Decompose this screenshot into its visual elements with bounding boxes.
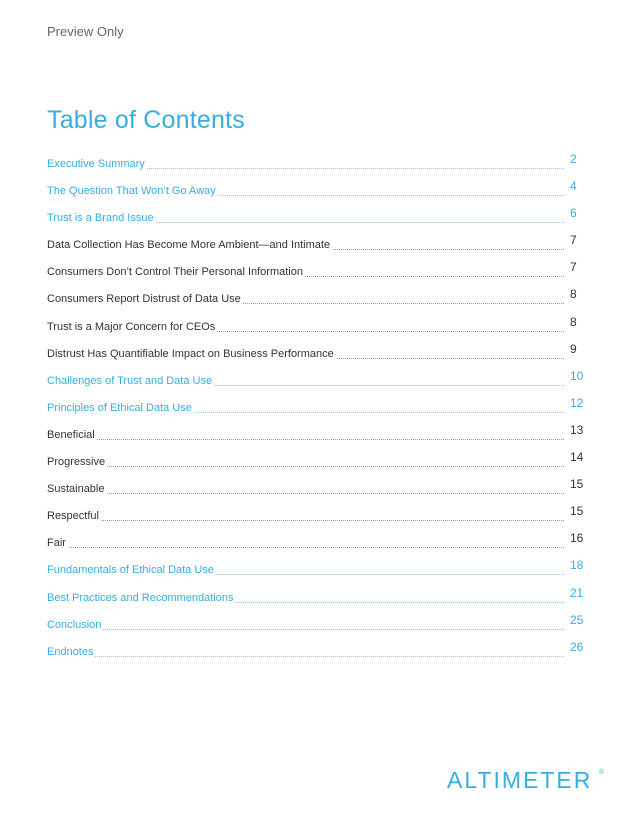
toc-item-label: Trust is a Major Concern for CEOs [47,320,216,333]
toc-item[interactable] [47,477,587,504]
toc-item-label: Executive Summary [47,158,145,170]
toc-item-label: Fair [47,537,66,550]
toc-item[interactable] [47,586,587,613]
toc-item-label: The Question That Won’t Go Away [47,185,216,198]
toc-item[interactable] [47,315,587,342]
leader-dots [47,520,564,521]
toc-item[interactable] [47,450,587,477]
leader-dots [47,439,564,440]
leader-dots [47,547,564,548]
toc-item[interactable] [47,179,587,206]
toc-item-label: Progressive [47,456,106,469]
page-title: Table of Contents [47,106,245,134]
logo-registered-mark: ® [599,769,605,776]
toc-item[interactable] [47,287,587,314]
toc-item-page: 6 [570,206,577,221]
toc-item-page: 12 [570,395,584,410]
toc-item[interactable] [47,260,587,287]
preview-label: Preview Only [47,24,124,39]
altimeter-logo-icon [447,766,607,792]
toc-item-page: 14 [570,450,584,465]
toc-item[interactable] [47,558,587,585]
toc-item-label: Sustainable [47,483,105,496]
toc-item-page: 7 [570,233,577,248]
toc-item-label: Distrust Has Quantifiable Impact on Business Performance [47,347,334,360]
toc-item[interactable] [47,206,587,233]
toc-item[interactable] [47,369,587,396]
leader-dots [47,656,564,657]
toc-item[interactable] [47,504,587,531]
toc-item-label: Data Collection Has Become More Ambient—and Intimate [47,239,331,252]
toc-item[interactable] [47,613,587,640]
toc-item-label: Principles of Ethical Data Use [47,401,192,414]
table-of-contents [47,152,587,667]
toc-item[interactable] [47,152,587,179]
toc-item-page: 13 [570,422,584,437]
toc-item[interactable] [47,640,587,667]
toc-item[interactable] [47,531,587,558]
leader-dots [47,466,564,467]
toc-item-label: Consumers Don’t Control Their Personal Information [47,266,303,279]
toc-item-label: Conclusion [47,618,102,631]
toc-item-page: 7 [570,260,577,275]
logo-text: ALTIMETER [447,767,593,792]
toc-item-page: 8 [570,287,577,302]
toc-item-page: 18 [570,558,584,573]
toc-item[interactable] [47,396,587,423]
toc-item-label: Endnotes [47,645,94,658]
toc-item[interactable] [47,423,587,450]
toc-item-label: Fundamentals of Ethical Data Use [47,564,214,577]
toc-item-page: 2 [570,152,577,166]
altimeter-logo [447,766,607,797]
toc-item-page: 26 [570,639,584,654]
leader-dots [47,493,564,494]
toc-item[interactable] [47,233,587,260]
toc-item-page: 15 [570,477,584,492]
toc-item-label: Trust is a Brand Issue [47,212,154,225]
toc-item-page: 4 [570,179,577,194]
toc-item-page: 9 [570,341,577,356]
toc-item[interactable] [47,342,587,369]
toc-item-page: 15 [570,504,584,519]
leader-dots [47,629,564,630]
toc-item-label: Challenges of Trust and Data Use [47,374,213,387]
toc-item-page: 25 [570,612,584,627]
toc-item-label: Beneficial [47,428,95,441]
toc-item-page: 16 [570,531,584,546]
toc-item-page: 10 [570,368,584,383]
toc-item-label: Respectful [47,510,99,523]
toc-item-label: Best Practices and Recommendations [47,591,234,604]
toc-item-page: 21 [570,585,584,600]
toc-item-label: Consumers Report Distrust of Data Use [47,293,241,306]
toc-item-page: 8 [570,314,577,329]
